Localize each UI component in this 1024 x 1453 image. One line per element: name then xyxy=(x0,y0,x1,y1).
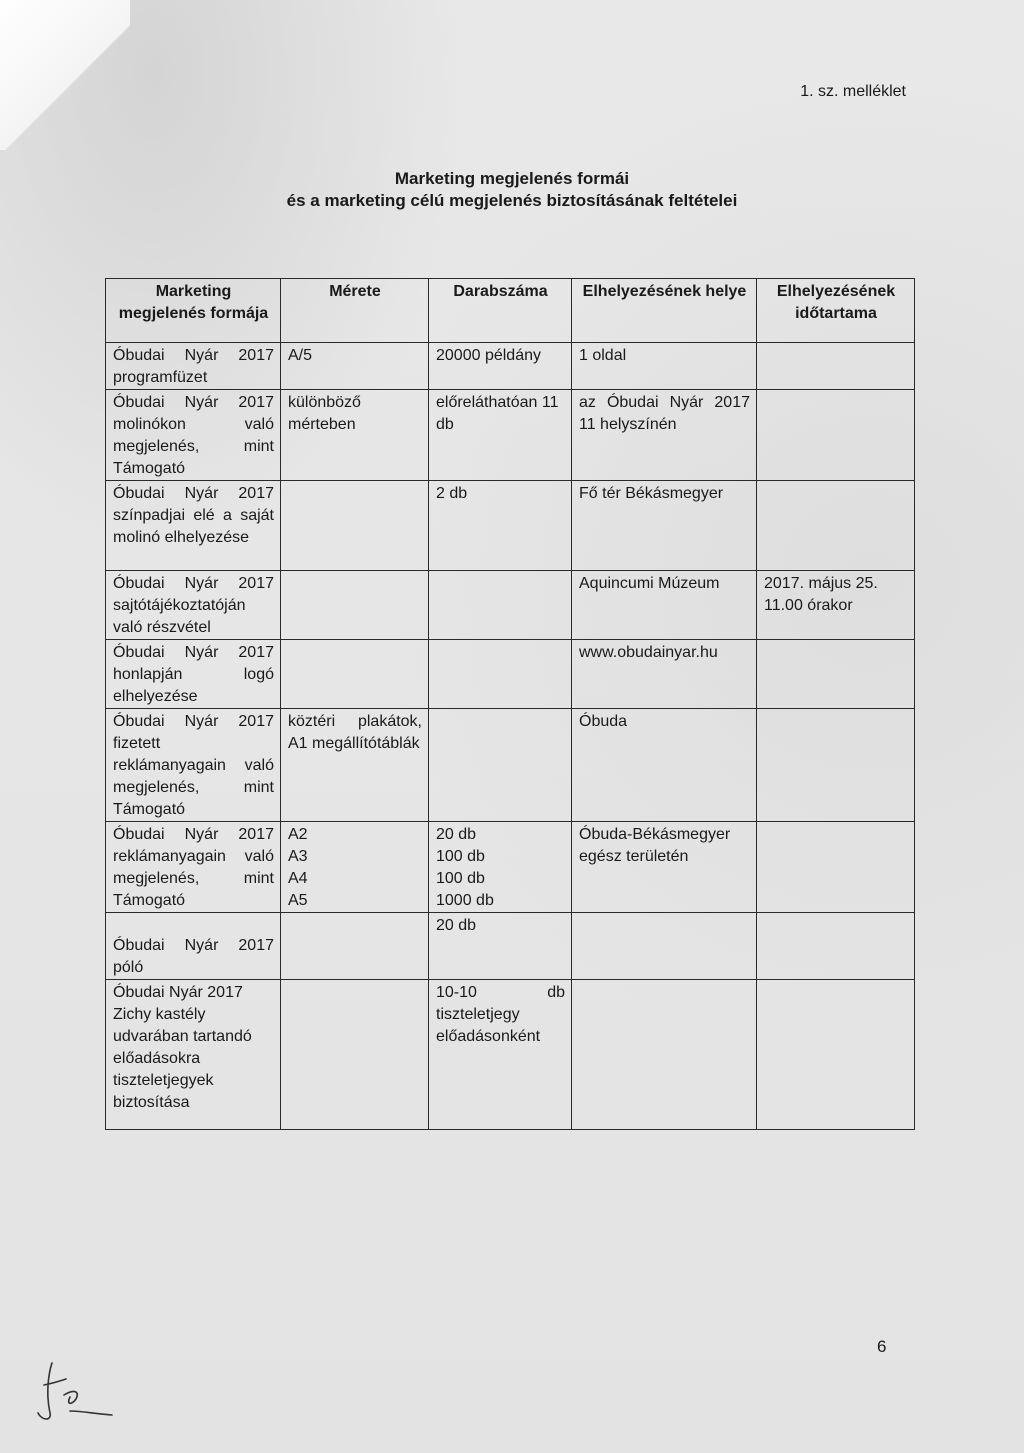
cell-form: Óbudai Nyár 2017 molinókon való megjelenés, mint Támogató xyxy=(106,390,281,481)
cell-location: Aquincumi Múzeum xyxy=(572,571,757,640)
cell-quantity xyxy=(429,709,572,822)
cell-form: Óbudai Nyár 2017 fizetett reklámanyagain való megjelenés, mint Támogató xyxy=(106,709,281,822)
marketing-table xyxy=(105,278,915,1130)
cell-form: Óbudai Nyár 2017 reklámanyagain való megjelenés, mint Támogató xyxy=(106,822,281,913)
cell-form: Óbudai Nyár 2017 programfüzet xyxy=(106,343,281,390)
table-row xyxy=(106,481,915,571)
header-size: Mérete xyxy=(281,279,429,343)
cell-location: 1 oldal xyxy=(572,343,757,390)
cell-size: A/5 xyxy=(281,343,429,390)
cell-form: Óbudai Nyár 2017 Zichy kastély udvarában tartandó előadásokra tiszteletjegyek biztosítása xyxy=(106,980,281,1130)
table-row xyxy=(106,571,915,640)
signature-icon xyxy=(30,1355,120,1425)
cell-quantity: 20000 példány xyxy=(429,343,572,390)
cell-duration xyxy=(757,481,915,571)
cell-location: Óbuda-Békásmegyer egész területén xyxy=(572,822,757,913)
cell-form xyxy=(106,913,281,980)
table-row xyxy=(106,343,915,390)
table-row xyxy=(106,640,915,709)
header-duration: Elhelyezésének időtartama xyxy=(757,279,915,343)
cell-form-text: Óbudai Nyár 2017 póló xyxy=(113,937,274,976)
cell-size xyxy=(281,913,429,980)
cell-size xyxy=(281,640,429,709)
cell-duration xyxy=(757,390,915,481)
table-header-row xyxy=(106,279,915,343)
cell-duration xyxy=(757,980,915,1130)
cell-quantity: 20 db 100 db 100 db 1000 db xyxy=(429,822,572,913)
cell-quantity xyxy=(429,571,572,640)
cell-quantity xyxy=(429,640,572,709)
header-location: Elhelyezésének helye xyxy=(572,279,757,343)
cell-location xyxy=(572,980,757,1130)
document-title xyxy=(0,168,1024,212)
cell-quantity: 2 db xyxy=(429,481,572,571)
cell-location: www.obudainyar.hu xyxy=(572,640,757,709)
cell-duration xyxy=(757,640,915,709)
cell-size: A2 A3 A4 A5 xyxy=(281,822,429,913)
cell-form: Óbudai Nyár 2017 honlapján logó elhelyezése xyxy=(106,640,281,709)
page-number: 6 xyxy=(877,1337,887,1356)
cell-duration xyxy=(757,913,915,980)
cell-quantity: 20 db xyxy=(429,913,572,980)
cell-duration xyxy=(757,709,915,822)
cell-location: Fő tér Békásmegyer xyxy=(572,481,757,571)
table-row xyxy=(106,709,915,822)
title-line-2: és a marketing célú megjelenés biztosításának feltételei xyxy=(286,191,738,210)
cell-size: köztéri plakátok, A1 megállítótáblák xyxy=(281,709,429,822)
cell-size: különböző mérteben xyxy=(281,390,429,481)
cell-quantity: 10-10 db tiszteletjegy előadásonként xyxy=(429,980,572,1130)
folded-corner xyxy=(0,0,130,150)
table-row xyxy=(106,822,915,913)
cell-size xyxy=(281,571,429,640)
cell-location xyxy=(572,913,757,980)
cell-quantity: előreláthatóan 11 db xyxy=(429,390,572,481)
cell-form: Óbudai Nyár 2017 színpadjai elé a saját molinó elhelyezése xyxy=(106,481,281,571)
cell-size xyxy=(281,980,429,1130)
cell-size xyxy=(281,481,429,571)
header-quantity: Darabszáma xyxy=(429,279,572,343)
header-form: Marketing megjelenés formája xyxy=(106,279,281,343)
cell-duration xyxy=(757,822,915,913)
title-line-1: Marketing megjelenés formái xyxy=(394,169,630,188)
appendix-label: 1. sz. melléklet xyxy=(800,83,906,100)
cell-location: az Óbudai Nyár 2017 11 helyszínén xyxy=(572,390,757,481)
cell-duration: 2017. május 25. 11.00 órakor xyxy=(757,571,915,640)
table-row xyxy=(106,980,915,1130)
cell-form: Óbudai Nyár 2017 sajtótájékoztatóján való részvétel xyxy=(106,571,281,640)
cell-location: Óbuda xyxy=(572,709,757,822)
cell-duration xyxy=(757,343,915,390)
table-row xyxy=(106,913,915,980)
table-row xyxy=(106,390,915,481)
